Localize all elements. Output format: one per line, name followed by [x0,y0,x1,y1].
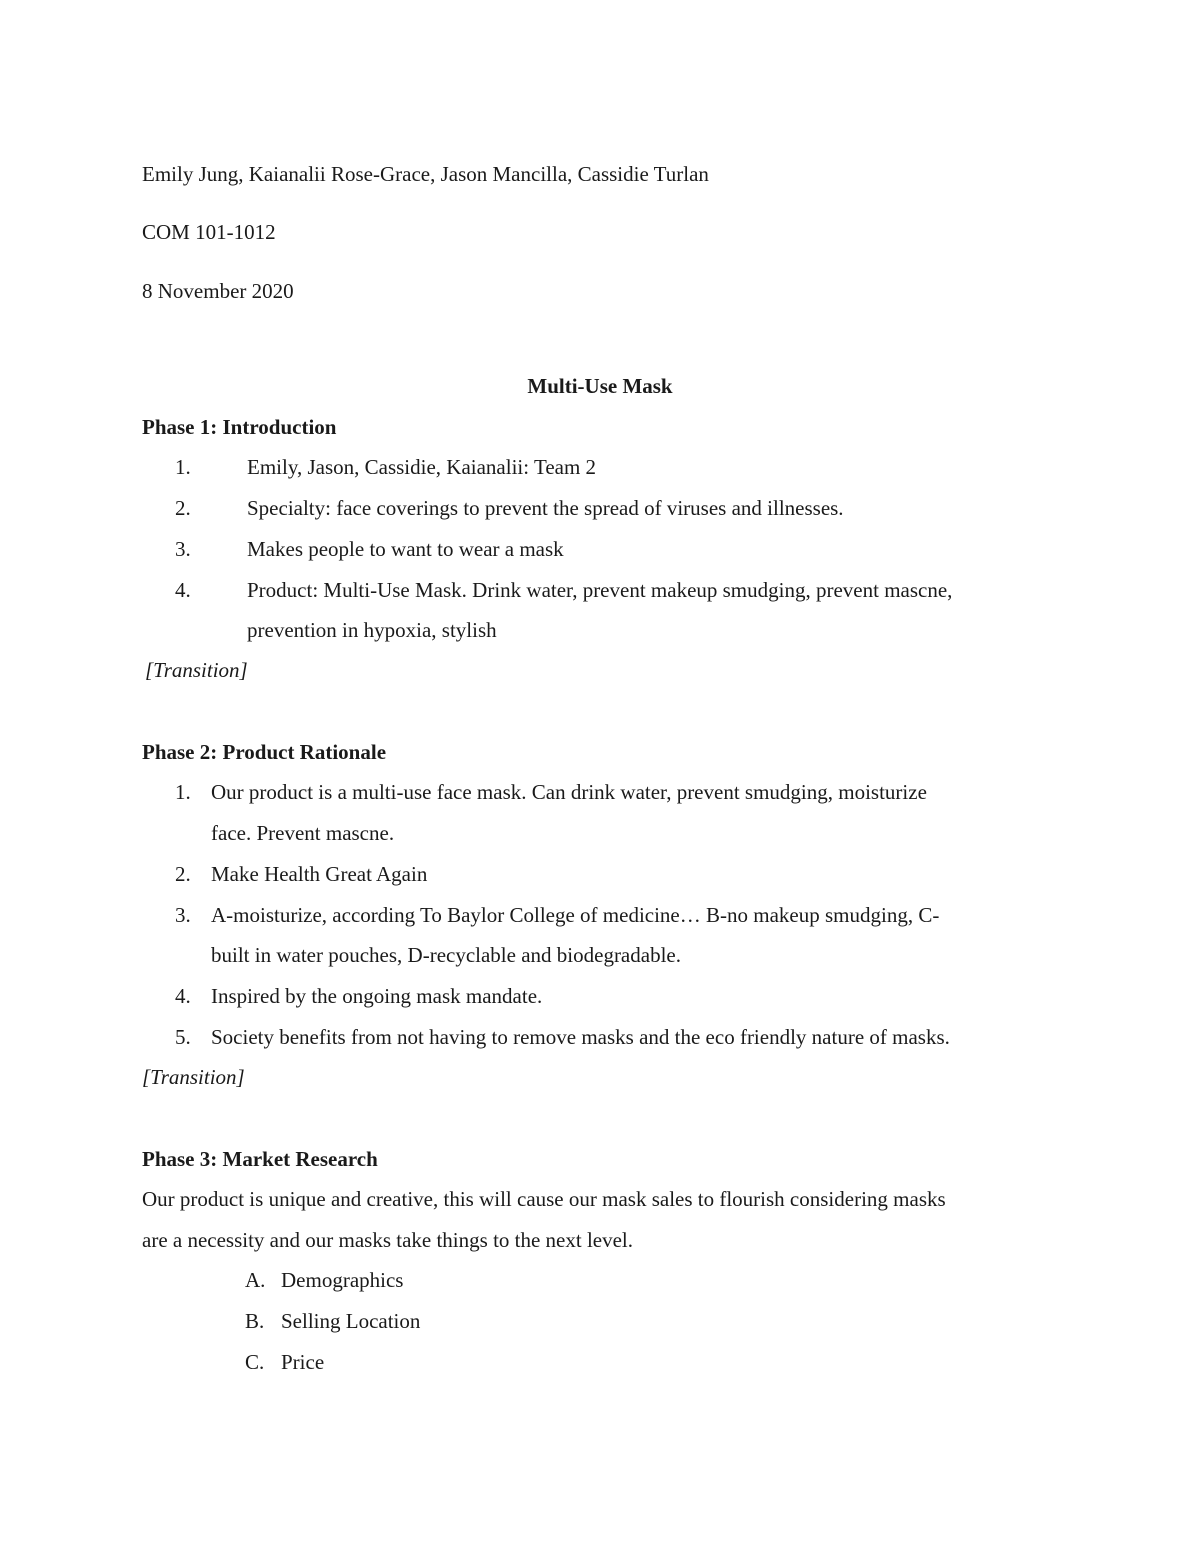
phase1-item-text: Product: Multi-Use Mask. Drink water, prevent makeup smudging, prevent mascne, [247,578,953,602]
phase1-item-num: 1. [175,455,191,479]
phase1-item-text: Makes people to want to wear a mask [247,537,564,561]
phase3-item-text: Price [281,1350,325,1374]
phase1-item-text: Emily, Jason, Cassidie, Kaianalii: Team 2 [247,455,597,479]
phase2-item-text: Inspired by the ongoing mask mandate. [211,984,543,1008]
phase3-paragraph: Our product is unique and creative, this will cause our mask sales to flourish considering masks [142,1187,946,1211]
phase2-item-text: Our product is a multi-use face mask. Can drink water, prevent smudging, moisturize [211,780,927,804]
phase1-heading: Phase 1: Introduction [142,415,337,439]
phase3-item-text: Demographics [281,1268,404,1292]
phase3-item-letter: C. [245,1350,265,1374]
phase1-item-num: 4. [175,578,191,602]
phase2-item-num: 3. [175,903,191,927]
phase1-item-text: Specialty: face coverings to prevent the spread of viruses and illnesses. [247,496,844,520]
phase1-item-num: 3. [175,537,191,561]
phase2-heading: Phase 2: Product Rationale [142,740,387,764]
phase3-item-letter: B. [245,1309,265,1333]
phase3-heading: Phase 3: Market Research [142,1147,378,1171]
phase2-item-text-continued: face. Prevent mascne. [211,821,395,845]
phase2-item-num: 1. [175,780,191,804]
phase2-transition: [Transition] [142,1065,245,1089]
phase2-item-num: 2. [175,862,191,886]
document-title: Multi-Use Mask [527,374,673,398]
phase2-item-num: 5. [175,1025,191,1049]
phase2-item-text: A-moisturize, according To Baylor College of medicine… B-no makeup smudging, C- [211,903,940,927]
phase1-item-text-continued: prevention in hypoxia, stylish [247,618,497,642]
phase3-item-text: Selling Location [281,1309,421,1333]
document-date: 8 November 2020 [142,279,294,303]
author-names: Emily Jung, Kaianalii Rose-Grace, Jason Mancilla, Cassidie Turlan [142,162,709,186]
course-code: COM 101-1012 [142,220,276,244]
phase3-item-letter: A. [245,1268,266,1292]
phase2-item-text-continued: built in water pouches, D-recyclable and biodegradable. [211,943,681,967]
phase2-item-text: Society benefits from not having to remove masks and the eco friendly nature of masks. [211,1025,950,1049]
phase2-item-num: 4. [175,984,191,1008]
phase3-paragraph-continued: are a necessity and our masks take things to the next level. [142,1228,634,1252]
phase2-item-text: Make Health Great Again [211,862,428,886]
phase1-item-num: 2. [175,496,191,520]
phase1-transition: [Transition] [145,658,248,682]
